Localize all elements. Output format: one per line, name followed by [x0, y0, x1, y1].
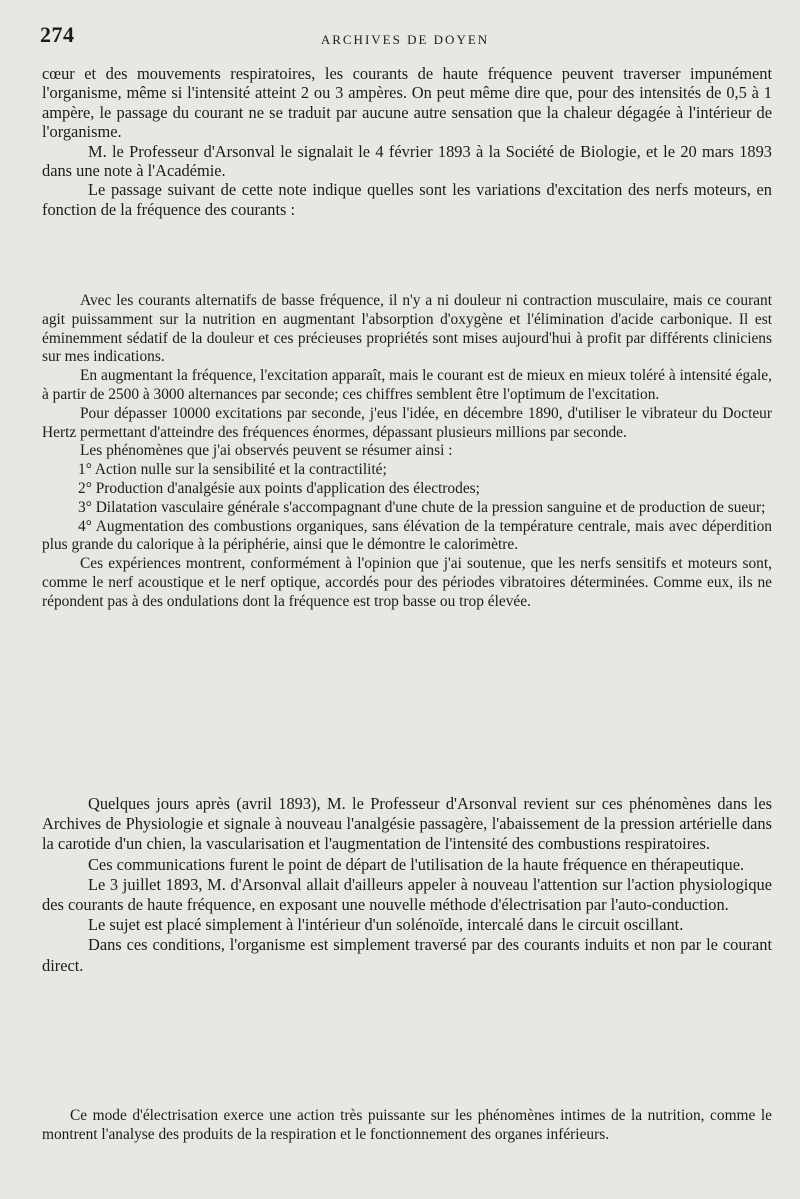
paragraph: Le 3 juillet 1893, M. d'Arsonval allait d'ailleurs appeler à nouveau l'attention sur l'action physiologique des courants de haute fréquence, en exposant une nouvelle méthode d'électrisation par l'auto-conduction.: [42, 874, 772, 915]
quote-paragraph: Pour dépasser 10000 excitations par seconde, j'eus l'idée, en décembre 1890, d'utiliser le vibrateur du Docteur Hertz permettant d'atteindre des fréquences énormes, dépassant plusieurs millions par seconde.: [42, 404, 772, 441]
list-item: 2° Production d'analgésie aux points d'application des électrodes;: [78, 479, 480, 497]
page-header: [40, 22, 760, 52]
quote-paragraph: Ce mode d'électrisation exerce une action très puissante sur les phénomènes intimes de la nutrition, comme le montrent l'analyse des produits de la respiration et le fonctionnement des organes inférieurs.: [42, 1107, 772, 1143]
paragraph: Ces communications furent le point de départ de l'utilisation de la haute fréquence en thérapeutique.: [88, 854, 745, 874]
paragraph: Dans ces conditions, l'organisme est simplement traversé par des courants induits et non par le courant direct.: [42, 935, 772, 975]
quote-paragraph: Avec les courants alternatifs de basse fréquence, il n'y a ni douleur ni contraction musculaire, mais ce courant agit puissamment sur la nutrition en augmentant l'absorption d'oxygène et l'élimination d'acide carbonique. Il est éminemment sédatif de la douleur et ces précieuses propriétés sont mises aujourd'hui à profit par différents cliniciens sur mes indications.: [42, 292, 772, 366]
page-number: 274: [40, 22, 75, 47]
quoted-note: [42, 292, 772, 612]
quote-paragraph: Les phénomènes que j'ai observés peuvent se résumer ainsi :: [80, 442, 453, 460]
list-item: 4° Augmentation des combustions organiques, sans élévation de la température centrale, mais avec déperdition plus grande du calorique à la périphérie, ainsi que le démontre le calorimètre.: [42, 517, 772, 554]
paragraph: Quelques jours après (avril 1893), M. le Professeur d'Arsonval revient sur ces phénomènes dans les Archives de Physiologie et signale à nouveau l'analgésie passagère, l'abaissement de la pression artérielle dans la carotide d'un chien, la vascularisation et l'augmentation de l'intensité des combustions respiratoires.: [42, 794, 772, 854]
paragraph: Le passage suivant de cette note indique quelles sont les variations d'excitation des nerfs moteurs, en fonction de la fréquence des courants :: [42, 180, 772, 219]
main-text: [42, 794, 772, 976]
paragraph: M. le Professeur d'Arsonval le signalait le 4 février 1893 à la Société de Biologie, et le 20 mars 1893 dans une note à l'Académie.: [42, 141, 772, 181]
paragraph: cœur et des mouvements respiratoires, les courants de haute fréquence peuvent traverser impunément l'organisme, même si l'intensité atteint 2 ou 3 ampères. On peut même dire que, pour des intensités de 0,5 à 1 ampère, le passage du courant ne se traduit par aucune autre sensation que la chaleur dégagée à l'intérieur de l'organisme.: [42, 64, 772, 142]
running-title: ARCHIVES DE DOYEN: [320, 32, 490, 47]
quote-paragraph: En augmentant la fréquence, l'excitation apparaît, mais le courant est de mieux en mieux toléré à intensité égale, à partir de 2500 à 3000 alternances par seconde; ces chiffres semblent être l'optimum de l'excitation.: [42, 367, 772, 403]
closing-quote: [42, 1106, 772, 1144]
quote-paragraph: Ces expériences montrent, conformément à l'opinion que j'ai soutenue, que les nerfs sensitifs et moteurs sont, comme le nerf acoustique et le nerf optique, accordés pour des périodes vibratoires déterminées. Comme eux, ils ne répondent pas à des ondulations dont la fréquence est trop basse ou trop élevée.: [42, 555, 772, 610]
intro-text: [42, 64, 772, 219]
list-item: 1° Action nulle sur la sensibilité et la contractilité;: [78, 461, 387, 479]
list-item: 3° Dilatation vasculaire générale s'accompagnant d'une chute de la pression sanguine et de production de sueur;: [78, 498, 766, 516]
paragraph: Le sujet est placé simplement à l'intérieur d'un solénoïde, intercalé dans le circuit oscillant.: [88, 915, 684, 935]
